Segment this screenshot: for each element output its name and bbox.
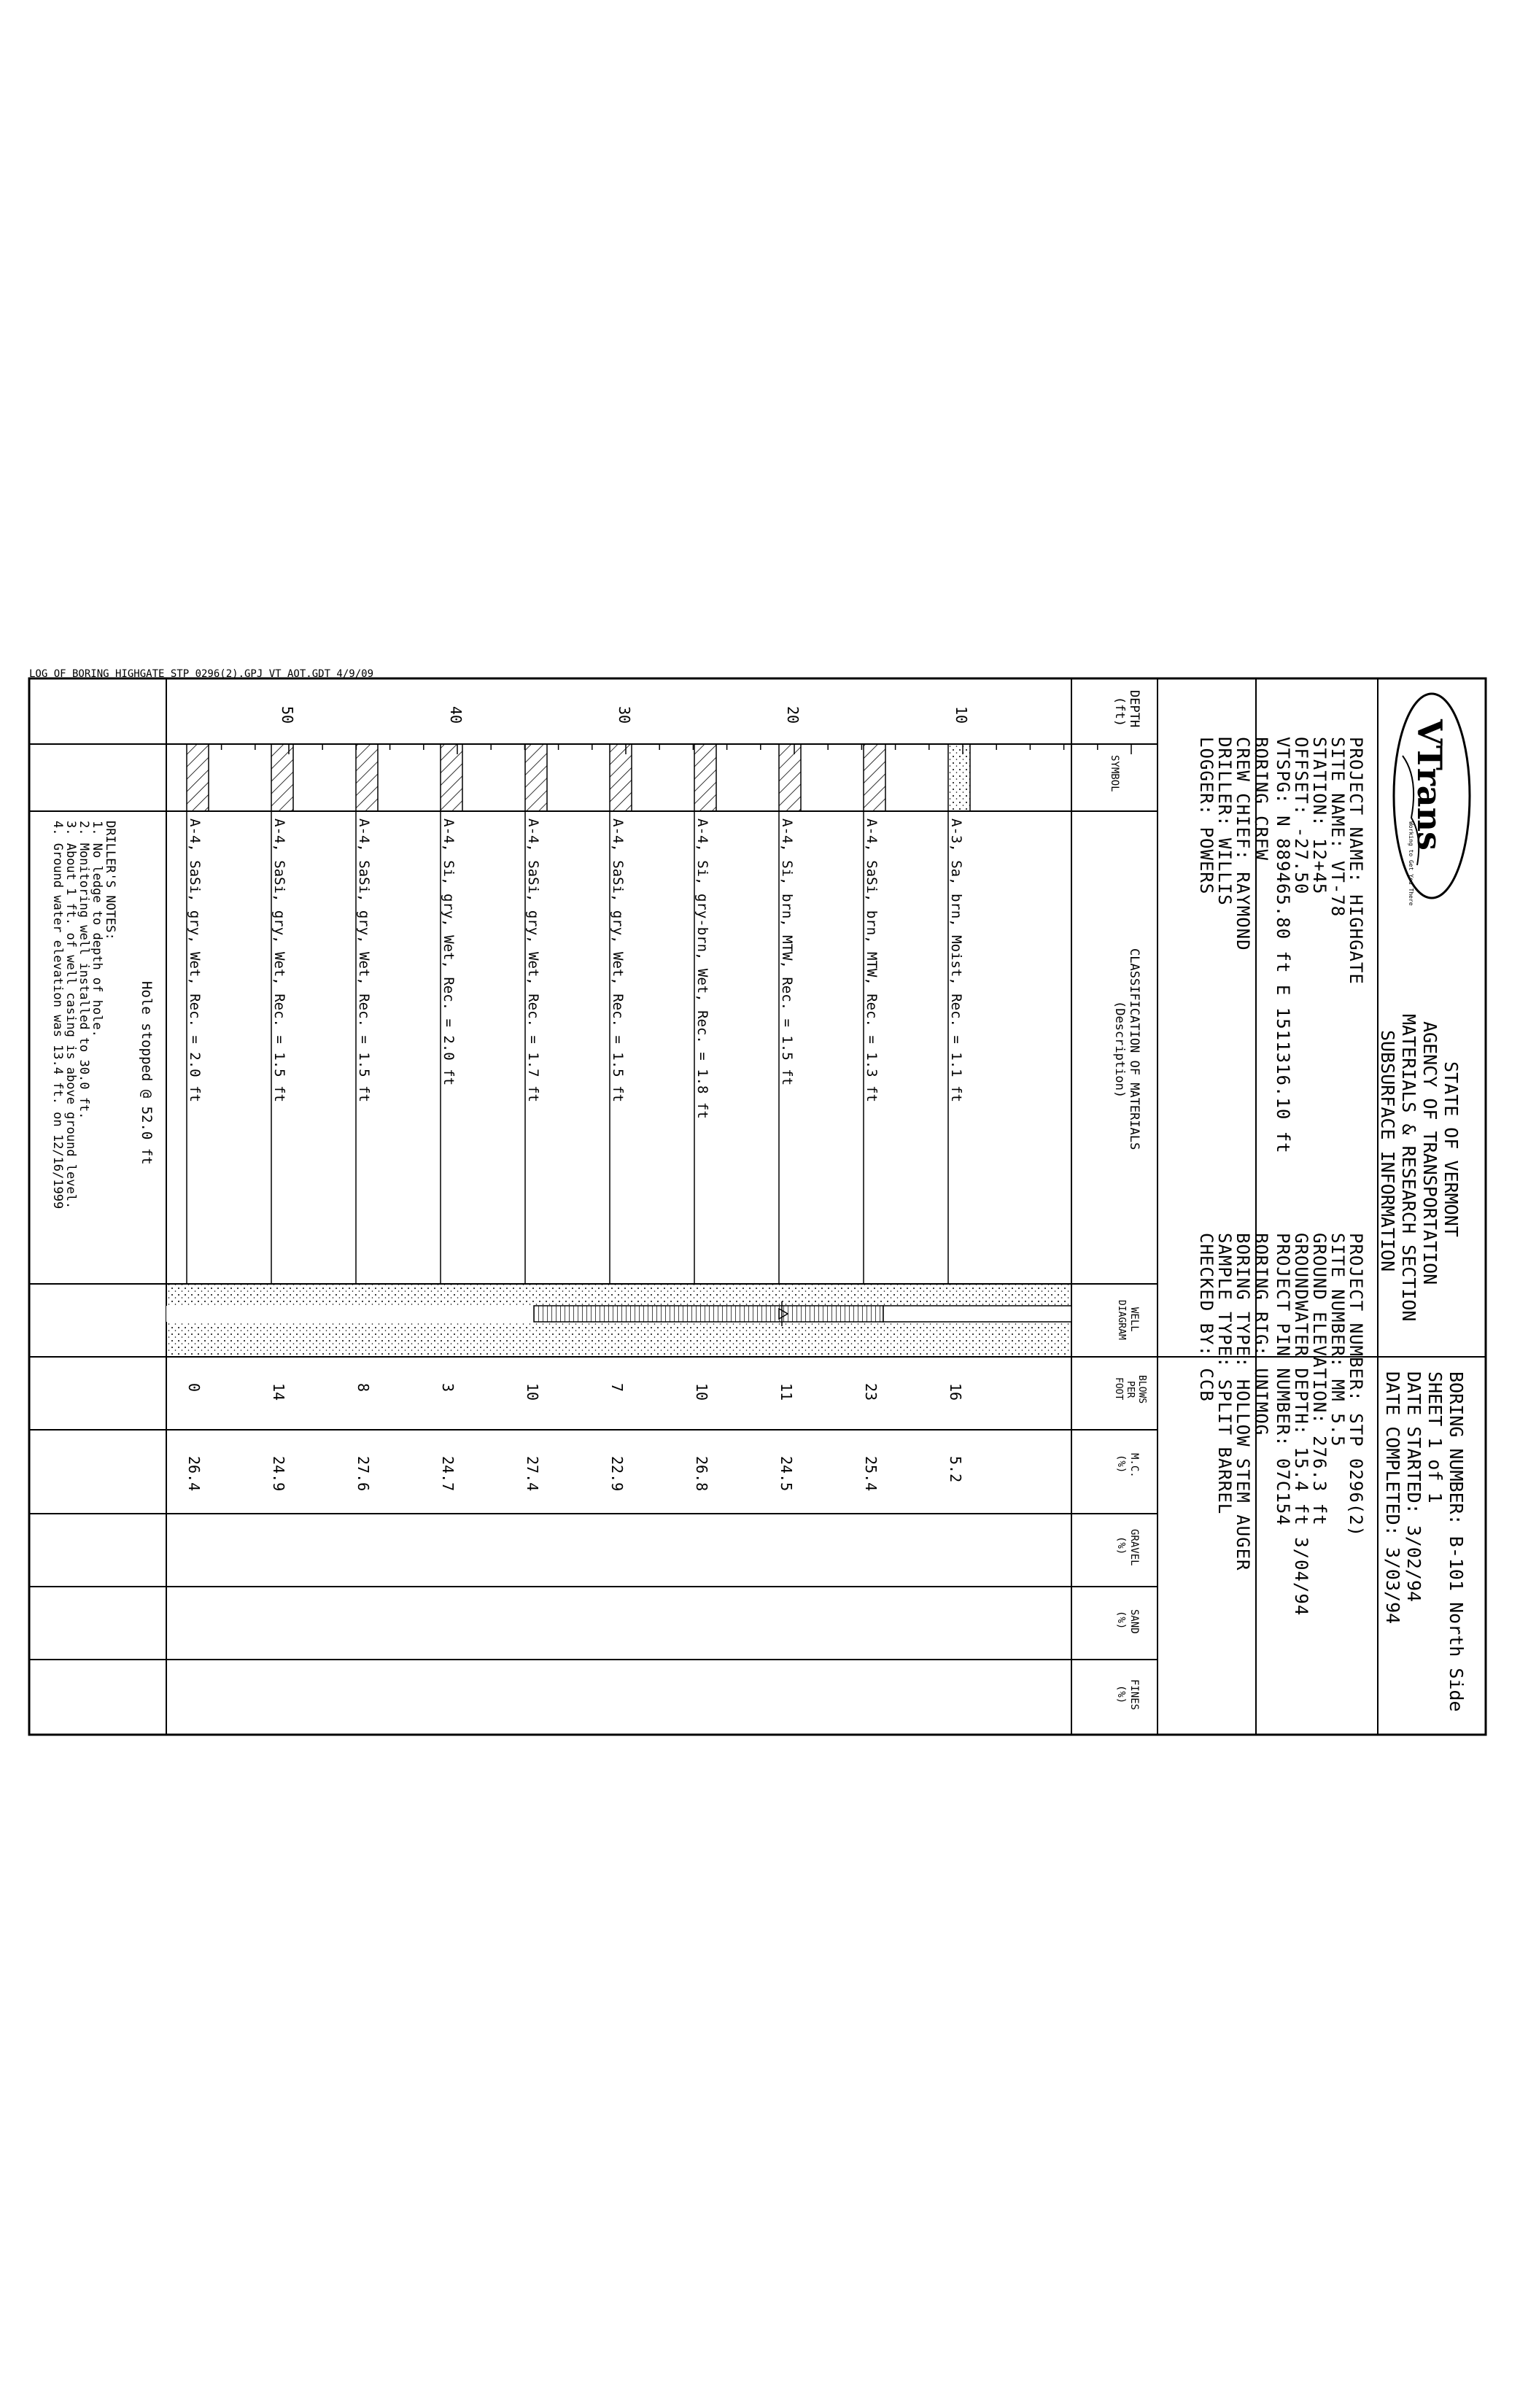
header-depth: DEPTH	[1127, 690, 1141, 728]
notes-title: DRILLER'S NOTES:	[103, 821, 117, 940]
moisture-content-value: 26.8	[693, 1456, 710, 1492]
depth-label: 40	[447, 706, 465, 724]
vtspg-coordinates: VTSPG: N 889465.80 ft E 1511316.10 ft	[1273, 737, 1293, 1154]
header-classification-sub: (Description)	[1112, 1001, 1127, 1099]
hole-stopped: Hole stopped @ 52.0 ft	[139, 981, 155, 1165]
crew-title: BORING CREW	[1251, 737, 1271, 861]
header-well-1: WELL	[1128, 1307, 1140, 1332]
soil-symbol	[271, 744, 293, 811]
driller: DRILLER: WILLIS	[1214, 737, 1235, 906]
blows-value: 14	[270, 1383, 287, 1401]
header-blows-2: PER	[1125, 1381, 1136, 1398]
moisture-content-value: 27.4	[524, 1456, 541, 1492]
ground-elevation: GROUND ELEVATION: 276.3 ft	[1309, 1233, 1330, 1526]
agency-line-3: MATERIALS & RESEARCH SECTION	[1398, 1014, 1419, 1322]
header-depth-unit: (ft)	[1112, 697, 1127, 727]
depth-label: 50	[279, 706, 296, 724]
moisture-content-value: 5.2	[947, 1456, 964, 1483]
depth-label: 30	[616, 706, 633, 724]
project-pin: PROJECT PIN NUMBER: 07C154	[1273, 1233, 1293, 1526]
layer-description: A-4, SaSi, gry, Wet, Rec. = 1.5 ft	[271, 818, 287, 1102]
sample-type: SAMPLE TYPE: SPLIT BARREL	[1214, 1233, 1235, 1515]
blows-value: 23	[862, 1383, 880, 1401]
logo-text: VTrans	[1410, 719, 1449, 851]
moisture-content-value: 22.9	[608, 1456, 626, 1492]
moisture-content-value: 27.6	[354, 1456, 372, 1492]
checked-by: CHECKED BY: CCB	[1196, 1233, 1217, 1402]
note-1: 1. No ledge to depth of hole.	[90, 821, 104, 1037]
date-completed: DATE COMPLETED: 3/03/94	[1382, 1371, 1403, 1625]
soil-symbol	[864, 744, 885, 811]
layer-description: A-4, Si, gry-brn, Wet, Rec. = 1.8 ft	[694, 818, 710, 1119]
logo-tagline: Working to Get You There	[1408, 821, 1414, 906]
depth-label: 10	[953, 706, 970, 724]
note-3: 3. About 1 ft. of well casing is above ground level.	[63, 821, 78, 1209]
header-sand-2: (%)	[1115, 1611, 1127, 1630]
soil-symbol	[187, 744, 209, 811]
layer-description: A-4, SaSi, gry, Wet, Rec. = 1.7 ft	[525, 818, 541, 1102]
moisture-content-value: 25.4	[862, 1456, 880, 1492]
moisture-content-value: 24.9	[270, 1456, 287, 1492]
logger: LOGGER: POWERS	[1196, 737, 1217, 895]
header-sand-1: SAND	[1128, 1609, 1140, 1634]
soil-symbol	[694, 744, 716, 811]
project-name: PROJECT NAME: HIGHGATE	[1346, 737, 1366, 985]
layer-description: A-4, SaSi, brn, MTW, Rec. = 1.3 ft	[864, 818, 880, 1102]
agency-line-4: SUBSURFACE INFORMATION	[1377, 1030, 1398, 1272]
header-gravel-1: GRAVEL	[1128, 1529, 1140, 1566]
offset: OFFSET: -27.50	[1291, 737, 1311, 895]
agency-line-2: AGENCY OF TRANSPORTATION	[1419, 1021, 1440, 1285]
blows-value: 10	[693, 1383, 710, 1401]
well-diagram	[166, 1284, 1071, 1357]
moisture-content-value: 24.5	[778, 1456, 795, 1492]
moisture-content-value: 24.7	[439, 1456, 457, 1492]
groundwater-depth: GROUNDWATER DEPTH: 15.4 ft 3/04/94	[1291, 1233, 1311, 1617]
vtrans-logo	[1389, 690, 1474, 906]
soil-symbol	[779, 744, 801, 811]
header-classification: CLASSIFICATION OF MATERIALS	[1127, 948, 1141, 1150]
header-mc-2: (%)	[1115, 1455, 1127, 1474]
blows-value: 0	[185, 1383, 203, 1393]
blows-value: 8	[354, 1383, 372, 1393]
sheet-number: SHEET 1 of 1	[1424, 1371, 1446, 1503]
header-fines-1: FINES	[1128, 1679, 1140, 1711]
layer-description: A-4, SaSi, gry, Wet, Rec. = 1.5 ft	[356, 818, 372, 1102]
soil-symbol	[441, 744, 462, 811]
blows-value: 16	[947, 1383, 964, 1401]
blows-value: 7	[608, 1383, 626, 1393]
footer-caption: LOG OF BORING HIGHGATE STP 0296(2).GPJ VT AOT.GDT 4/9/09	[29, 668, 374, 680]
boring-rig: BORING RIG: UNIMOG	[1251, 1233, 1271, 1436]
boring-type: BORING TYPE: HOLLOW STEM AUGER	[1233, 1233, 1253, 1571]
soil-symbol	[525, 744, 547, 811]
project-number: PROJECT NUMBER: STP 0296(2)	[1346, 1233, 1366, 1538]
site-name: SITE NAME: VT-78	[1327, 737, 1348, 918]
soil-symbol	[356, 744, 378, 811]
header-mc-1: M.C.	[1128, 1453, 1140, 1478]
note-4: 4. Ground water elevation was 13.4 ft. on 12/16/1999	[50, 821, 65, 1209]
header-fines-2: (%)	[1115, 1685, 1127, 1704]
date-started: DATE STARTED: 3/02/94	[1403, 1371, 1424, 1603]
note-2: 2. Monitoring well installed to 30.0 ft.	[77, 821, 91, 1120]
header-blows-3: FOOT	[1113, 1377, 1124, 1401]
agency-line-1: STATE OF VERMONT	[1440, 1061, 1462, 1237]
header-well-2: DIAGRAM	[1116, 1300, 1127, 1340]
blows-value: 10	[524, 1383, 541, 1401]
boring-number: BORING NUMBER: B-101 North Side	[1446, 1371, 1467, 1712]
site-number: SITE NUMBER: MM 5.5	[1327, 1233, 1348, 1447]
layer-description: A-4, SaSi, gry, Wet, Rec. = 1.5 ft	[610, 818, 626, 1102]
station: STATION: 12+45	[1309, 737, 1330, 895]
layer-description: A-4, SaSi, gry, Wet, Rec. = 2.0 ft	[187, 818, 203, 1102]
blows-value: 11	[778, 1383, 795, 1401]
blows-value: 3	[439, 1383, 457, 1393]
header-blows-1: BLOWS	[1136, 1375, 1147, 1404]
depth-label: 20	[784, 706, 802, 724]
layer-description: A-4, Si, gry, Wet, Rec. = 2.0 ft	[441, 818, 457, 1086]
layer-description: A-4, Si, brn, MTW, Rec. = 1.5 ft	[779, 818, 795, 1086]
crew-chief: CREW CHIEF: RAYMOND	[1233, 737, 1253, 951]
header-gravel-2: (%)	[1115, 1536, 1127, 1555]
layer-description: A-3, Sa, brn, Moist, Rec. = 1.1 ft	[948, 818, 964, 1102]
soil-symbol	[610, 744, 632, 811]
header-symbol: SYMBOL	[1109, 755, 1120, 792]
moisture-content-value: 26.4	[185, 1456, 203, 1492]
soil-symbol	[948, 744, 970, 811]
